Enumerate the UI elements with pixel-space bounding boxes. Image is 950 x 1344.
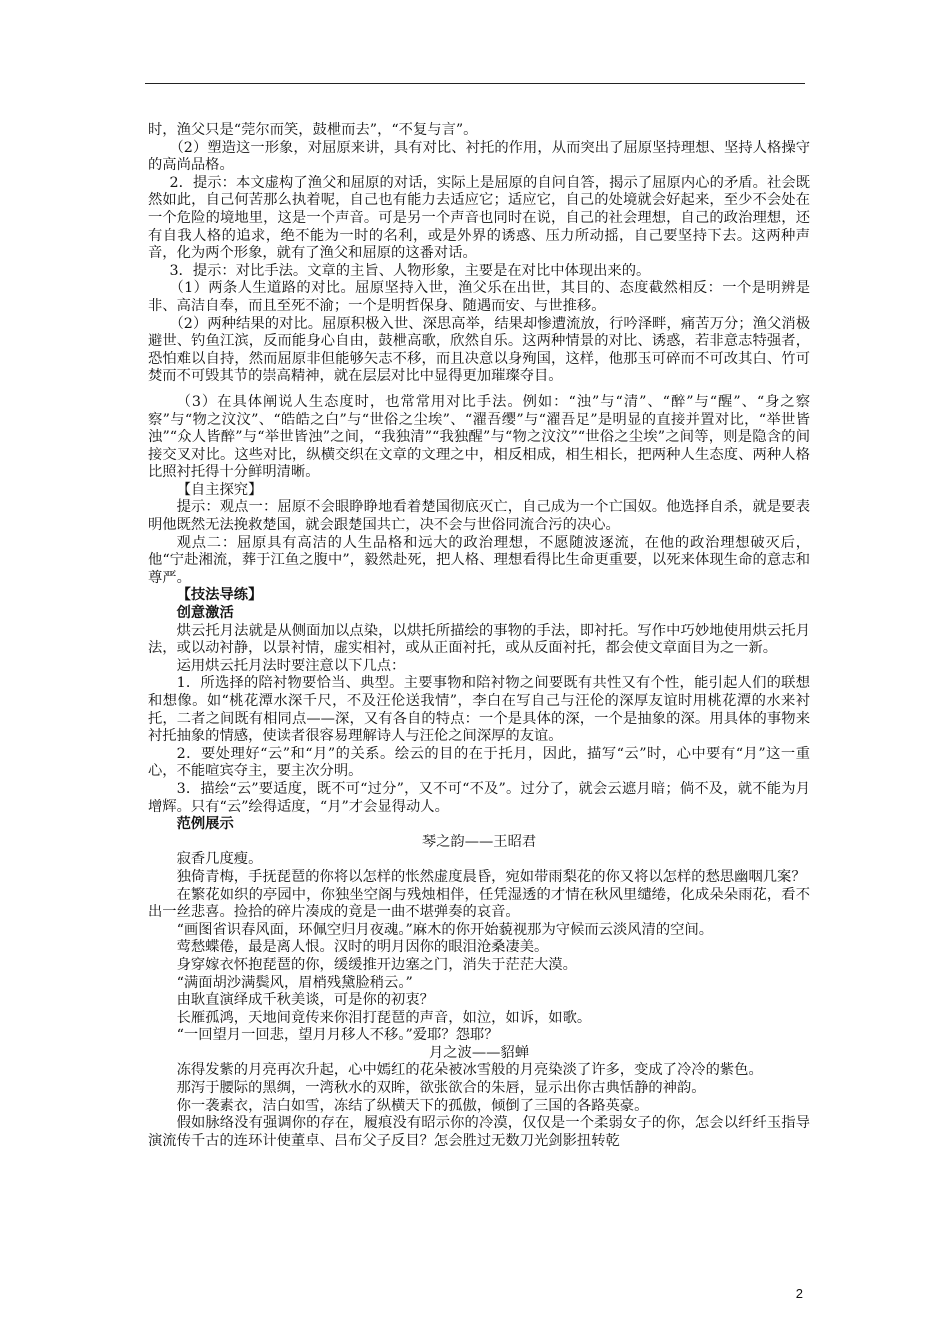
paragraph: 你一袭素衣，洁白如雪，冻结了纵横天下的孤傲，倾倒了三国的各路英豪。 bbox=[176, 1097, 649, 1114]
paragraph: 2．提示：本文虚构了渔父和屈原的对话，实际上是屈原的自问自答，揭示了屈原内心的矛盾。社会既然如此，自己何苦那么执着呢，自己也有能力去适应它；适应它，自己的处境就会好起来，至少不会处在一个危险的境地里，这是一个声音。可是另一个声音也同时在说，自己的社会理想，自己的政治理想，还有自我人格的追求，绝不能为一时的名利，或是外界的诱惑、压力所动摇，自己要坚持下去。这两种声音，化为两个形象，就有了渔父和屈原的这番对话。 bbox=[148, 174, 810, 262]
paragraph: 3．提示：对比手法。文章的主旨、人物形象，主要是在对比中体现出来的。 bbox=[169, 262, 651, 279]
paragraph: 1．所选择的陪衬物要恰当、典型。主要事物和陪衬物之间要既有共性又有个性，能引起人们的联想和想像。如“桃花潭水深千尺，不及汪伦送我情”，李白在写自己与汪伦的深厚友谊时用桃花潭的水来衬托，二者之间既有相同点——深，又有各自的特点：一个是具体的深，一个是抽象的深。用具体的事物来衬托抽象的情感，使读者很容易理解诗人与汪伦之间深厚的友谊。 bbox=[148, 675, 810, 745]
paragraph: 那泻于腰际的黑绸，一湾秋水的双眸，欲张欲合的朱唇，显示出你古典恬静的神韵。 bbox=[176, 1080, 706, 1097]
paragraph: 身穿嫁衣怀抱琵琶的你，缓缓推开边塞之门，消失于茫茫大漠。 bbox=[176, 956, 577, 973]
page-number: 2 bbox=[795, 1286, 803, 1301]
section-heading-technique: 【技法导练】 bbox=[176, 587, 263, 604]
paragraph: 寂香几度瘦。 bbox=[176, 851, 263, 868]
paragraph: 2．要处理好“云”和“月”的关系。绘云的目的在于托月，因此，描写“云”时，心中要有“月”这一重心，不能喧宾夺主，要主次分明。 bbox=[148, 745, 810, 780]
section-heading-self-inquiry: 【自主探究】 bbox=[176, 481, 263, 498]
paragraph: （1）两条人生道路的对比。屈原坚持入世，渔父乐在出世，其目的、态度截然相反：一个是明辨是非、高洁自奉，而且至死不渝；一个是明哲保身、随遇而安、与世推移。 bbox=[148, 280, 810, 314]
paragraph: 观点二：屈原具有高洁的人生品格和远大的政治理想，不愿随波逐流，在他的政治理想破灭后，他“宁赴湘流，葬于江鱼之腹中”，毅然赴死，把人格、理想看得比生命更重要，以死来体现生命的意志和尊严。 bbox=[148, 534, 810, 586]
paragraph: （2）塑造这一形象，对屈原来讲，具有对比、衬托的作用，从而突出了屈原坚持理想、坚持人格操守的高尚品格。 bbox=[148, 139, 810, 174]
paragraph: “一回望月一回悲，望月月移人不移。”爱耶？怨耶？ bbox=[176, 1027, 499, 1044]
document-body bbox=[148, 122, 810, 1150]
paragraph: 假如脉络没有强调你的存在，履痕没有昭示你的冷漠，仅仅是一个柔弱女子的你，怎会以纤纤玉指导演流传千古的连环计使董卓、吕布父子反目？怎会胜过无数刀光剑影扭转乾 bbox=[148, 1115, 810, 1149]
paragraph: （3）在具体阐说人生态度时，也常常用对比手法。例如：“浊”与“清”、“醉”与“醒”、“身之察察”与“物之汶汶”、“皓皓之白”与“世俗之尘埃”、“濯吾缨”与“濯吾足”是明显的直接并置对比，“举世皆浊”“众人皆醉”与“举世皆浊”之间，“我独清”“我独醒”与“物之汶汶”“世俗之尘埃”之间等，则是隐含的间接交叉对比。这些对比，纵横交织在文章的文理之中，相反相成，相生相长，把两种人生态度、两种人格比照衬托得十分鲜明清晰。 bbox=[148, 393, 810, 481]
paragraph: 在繁花如织的亭园中，你独坐空阁与残烛相伴，任凭湿透的才情在秋风里缱绻，化成朵朵雨花，看不出一丝悲喜。捡拾的碎片凑成的竟是一曲不堪弹奏的哀音。 bbox=[148, 886, 810, 921]
paragraph: 时，渔父只是“莞尔而笑，鼓枻而去”，“不复与言”。 bbox=[148, 122, 478, 138]
essay-title-diaochan: 月之波——貂蝉 bbox=[428, 1044, 530, 1061]
header-rule bbox=[145, 83, 805, 84]
paragraph: 3．描绘“云”要适度，既不可“过分”，又不可“不及”。过分了，就会云遮月暗；倘不及，就不能为月增辉。只有“云”绘得适度，“月”才会显得动人。 bbox=[148, 780, 810, 815]
paragraph: 烘云托月法就是从侧面加以点染，以烘托所描绘的事物的手法，即衬托。写作中巧妙地使用烘云托月法，或以动衬静，以景衬情，虚实相衬，或从正面衬托，或从反面衬托，都会使文章面目为之一新。 bbox=[148, 622, 810, 657]
subheading-examples: 范例展示 bbox=[176, 816, 234, 833]
paragraph: 长雁孤鸿，天地间竟传来你泪打琵琶的声音，如泣，如诉，如歌。 bbox=[176, 1009, 592, 1026]
paragraph: 运用烘云托月法时要注意以下几点： bbox=[176, 657, 406, 674]
paragraph: 冻得发紫的月亮再次升起，心中嫣红的花朵被冰雪般的月亮染淡了许多，变成了冷冷的紫色。 bbox=[176, 1062, 763, 1079]
paragraph: 莺愁蝶倦，最是离人恨。汉时的明月因你的眼泪沧桑凄美。 bbox=[176, 939, 549, 956]
subheading-creative: 创意激活 bbox=[176, 605, 234, 622]
paragraph: 提示：观点一：屈原不会眼睁睁地看着楚国彻底灭亡，自己成为一个亡国奴。他选择自杀，就是要表明他既然无法挽救楚国，就会跟楚国共亡，决不会与世俗同流合污的决心。 bbox=[148, 499, 810, 534]
paragraph: （2）两种结果的对比。屈原积极入世、深思高举，结果却惨遭流放，行吟泽畔，痛苦万分；渔父消极避世、钓鱼江滨，反而能身心自由，鼓枻高歌，欣然自乐。这两种情景的对比、诱惑，若非意志特强者，恐怕难以自持，然而屈原非但能够矢志不移，而且决意以身殉国，这样，他那玉可碎而不可改其白、竹可焚而不可毁其节的崇高精神，就在层层对比中显得更加璀璨夺目。 bbox=[148, 315, 810, 385]
paragraph: 独倚青梅，手抚琵琶的你将以怎样的怅然虚度晨昏，宛如带雨梨花的你又将以怎样的愁思幽咽几案？ bbox=[176, 868, 806, 885]
paragraph: “画图省识春风面，环佩空归月夜魂。”麻木的你开始藐视那为守候而云淡风清的空间。 bbox=[176, 921, 714, 938]
paragraph: “满面胡沙满鬓风，眉梢残黛脸稍云。” bbox=[176, 974, 413, 991]
essay-title-zhaojun: 琴之韵——王昭君 bbox=[421, 833, 537, 850]
paragraph: 由耿直演绎成千秋美谈，可是你的初衷？ bbox=[176, 992, 434, 1009]
